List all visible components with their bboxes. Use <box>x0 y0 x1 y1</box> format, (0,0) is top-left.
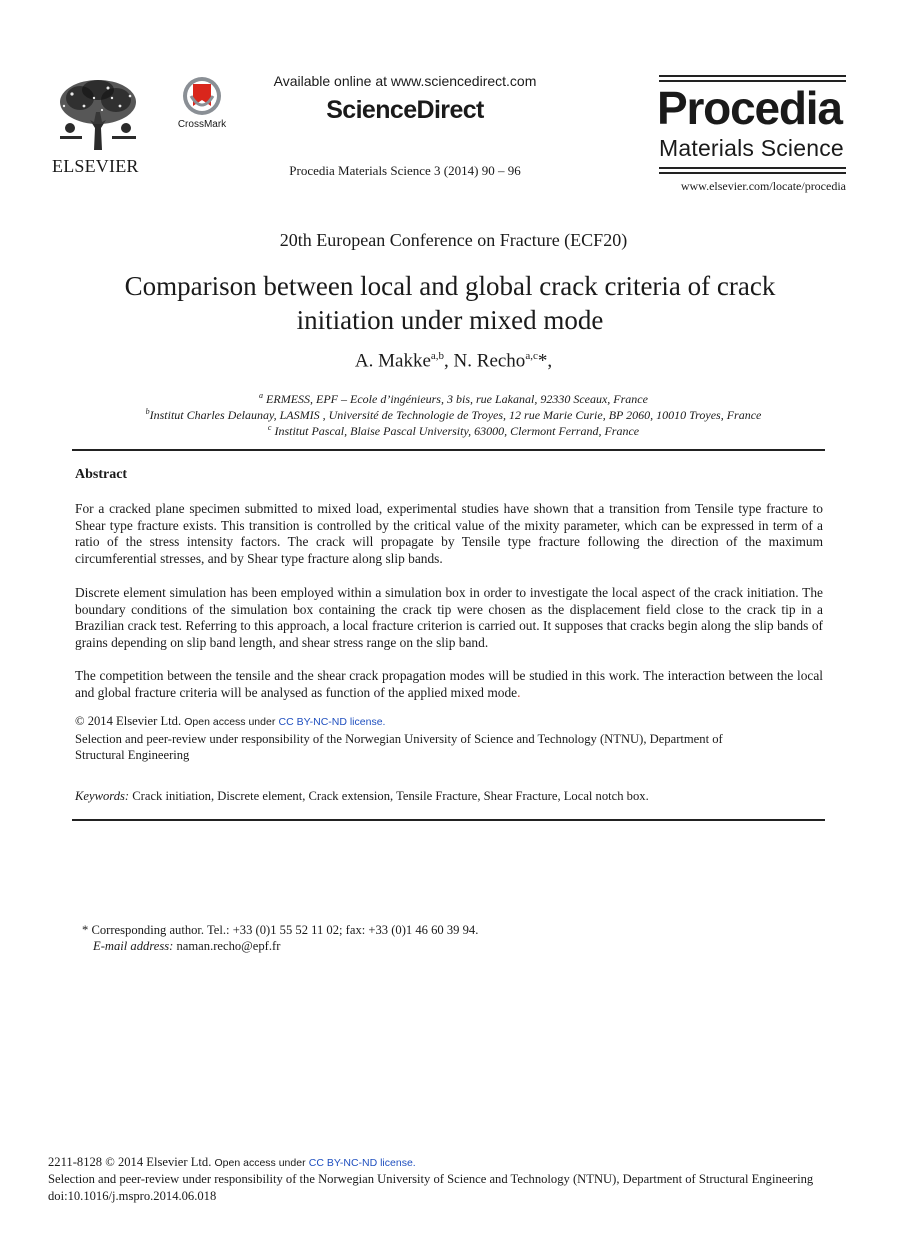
copyright-text: © 2014 Elsevier Ltd. <box>75 714 182 728</box>
keywords-line <box>75 789 823 804</box>
keywords-text: Crack initiation, Discrete element, Crack extension, Tensile Fracture, Shear Fracture, Local notch box. <box>132 789 649 803</box>
author-separator: , <box>444 350 454 372</box>
corresponding-author-footnote <box>82 922 478 954</box>
issn-copyright-text: 2211-8128 © 2014 Elsevier Ltd. <box>48 1155 212 1169</box>
affiliation <box>0 420 907 439</box>
email-line <box>82 938 478 954</box>
affiliation-marker: b <box>145 407 150 416</box>
abstract-paragraph-end: . <box>517 684 521 700</box>
author-affiliation-marker: a,c <box>525 350 538 362</box>
open-access-text: Open access under <box>184 716 276 728</box>
affiliation-marker: c <box>267 423 272 432</box>
procedia-rule <box>659 172 846 174</box>
corresponding-author-contact: * Corresponding author. Tel.: +33 (0)1 55 52 11 02; fax: +33 (0)1 46 60 39 94. <box>82 923 479 937</box>
author-list <box>0 350 907 372</box>
affiliation-text: Institut Pascal, Blaise Pascal University, 63000, Clermont Ferrand, France <box>271 424 640 438</box>
section-divider <box>72 819 825 821</box>
conference-name: 20th European Conference on Fracture (ECF20) <box>279 230 628 250</box>
author-name: N. Recho <box>453 350 526 372</box>
crossmark-icon <box>179 76 225 118</box>
peer-review-statement: Selection and peer-review under responsibility of the Norwegian University of Science and Technology (NTNU), Department of Structural Engineering <box>75 732 723 762</box>
journal-citation: Procedia Materials Science 3 (2014) 90 – 96 <box>289 163 521 178</box>
procedia-title: Procedia <box>657 82 842 134</box>
procedia-subtitle: Materials Science <box>659 135 844 161</box>
author-separator: *, <box>537 350 553 372</box>
sciencedirect-logo[interactable]: ScienceDirect <box>326 96 484 124</box>
abstract-paragraph: For a cracked plane specimen submitted to mixed load, experimental studies have shown that a transition from Tensile type fracture to Shear type fracture exists. This transition is controlled by the critical value of the mixity parameter, which can be expressed in term of a ratio of the stress intensity factors. The crack will propagate by Tensile type fracture following the direction of the maximum circumferential stresses, and by Shear type fracture along slip bands. <box>75 501 823 566</box>
affiliation-text: Institut Charles Delaunay, LASMIS , Université de Technologie de Troyes, 12 rue Marie Curie, BP 2060, 10010 Troyes, France <box>149 408 762 422</box>
license-link[interactable]: CC BY-NC-ND license. <box>278 716 386 728</box>
procedia-rule <box>659 167 846 169</box>
procedia-rule <box>659 75 846 77</box>
affiliation-marker: a <box>259 391 264 400</box>
paper-title: Comparison between local and global crack criteria of crack initiation under mixed mode <box>124 271 776 335</box>
crossmark-label: CrossMark <box>177 119 227 130</box>
open-access-text: Open access under <box>214 1157 306 1169</box>
email-label: E-mail address: <box>93 939 174 953</box>
procedia-url[interactable]: www.elsevier.com/locate/procedia <box>680 179 846 193</box>
doi[interactable]: doi:10.1016/j.mspro.2014.06.018 <box>48 1189 217 1203</box>
available-online-text: Available online at www.sciencedirect.com <box>273 73 537 89</box>
abstract-paragraph <box>75 668 823 701</box>
author-affiliation-marker: a,b <box>430 350 445 362</box>
license-link[interactable]: CC BY-NC-ND license. <box>308 1157 416 1169</box>
peer-review-statement: Selection and peer-review under responsibility of the Norwegian University of Science and Technology (NTNU), Department of Structural Engineering <box>48 1172 814 1186</box>
crossmark-badge[interactable] <box>172 76 232 130</box>
copyright-line <box>75 713 823 730</box>
section-divider <box>72 449 825 451</box>
issn-copyright-line <box>48 1154 868 1172</box>
abstract-paragraph: Discrete element simulation has been employed within a simulation box in order to investigate the local aspect of the crack initiation. The boundary conditions of the simulation box containing the crack tip were chosen as the displacement field close to the crack tip in a Brazilian crack test. Referring to this approach, a local fracture criterion is carried out. It supposes that cracks begin along the slip bands of grains depending on slip band length, and shear stress range on the slip band. <box>75 585 823 650</box>
author-name: A. Makke <box>354 350 431 372</box>
email-address[interactable]: naman.recho@epf.fr <box>176 939 281 953</box>
publisher-name: ELSEVIER <box>52 156 139 176</box>
affiliation-text: ERMESS, EPF – Ecole d’ingénieurs, 3 bis, rue Lakanal, 92330 Sceaux, France <box>263 392 648 406</box>
abstract-heading: Abstract <box>75 467 128 482</box>
abstract-paragraph-text: The competition between the tensile and the shear crack propagation modes will be studied in this work. The interaction between the local and global fracture criteria will be analysed as function of the applied mixed mode <box>75 668 823 700</box>
keywords-label: Keywords: <box>75 789 130 803</box>
